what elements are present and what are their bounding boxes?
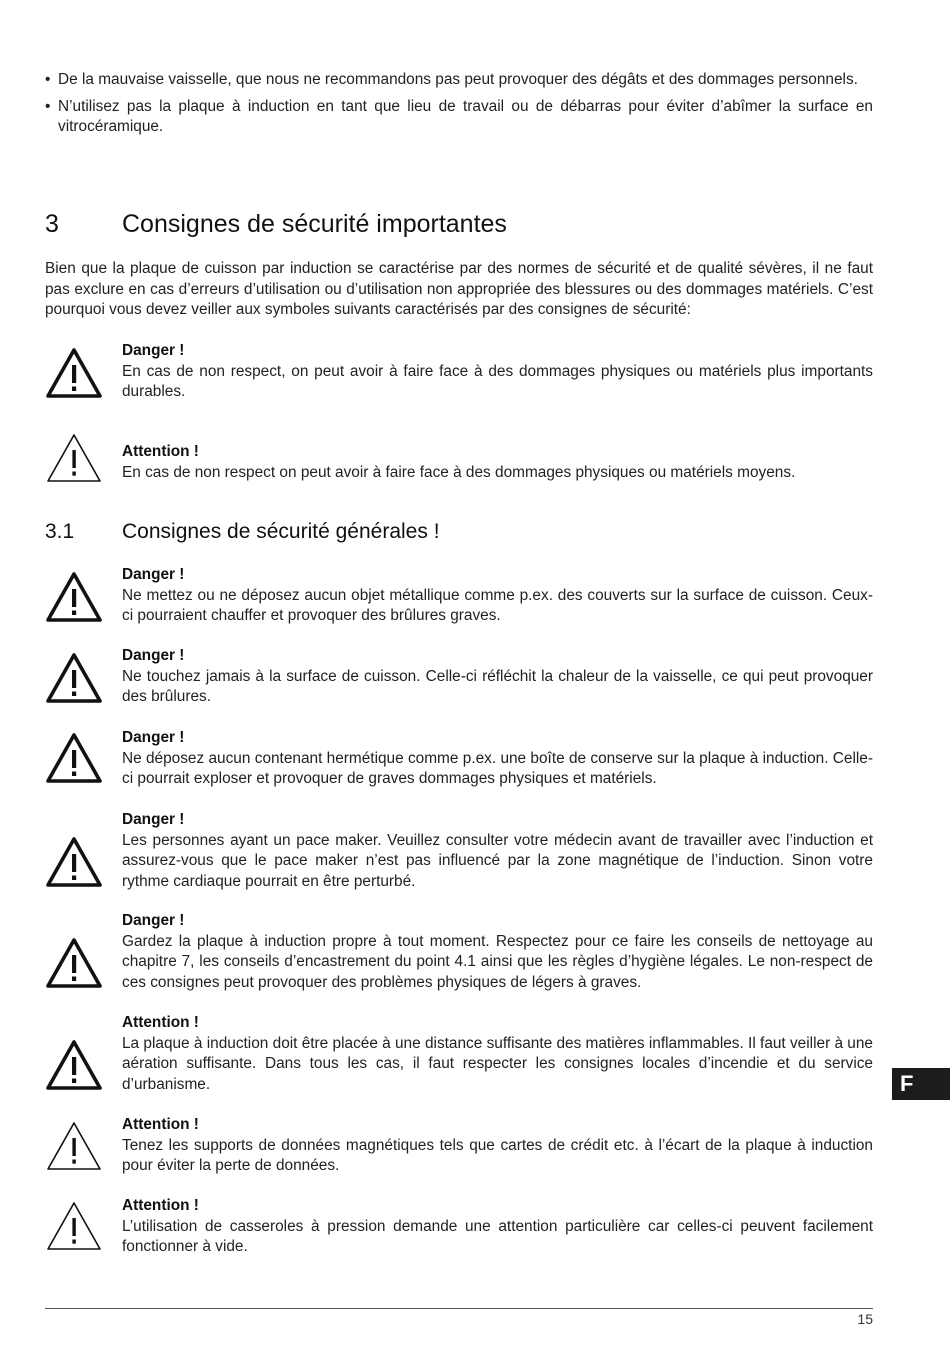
notice-title: Danger ! xyxy=(122,342,185,359)
notice-text: Tenez les supports de données magnétiques tels que cartes de crédit etc. à l’écart de la plaque à induction pour éviter la perte de données. xyxy=(122,1136,873,1174)
notice-title: Danger ! xyxy=(122,811,185,828)
notice-text: En cas de non respect, on peut avoir à faire face à des dommages physiques ou matériels plus importants durables. xyxy=(122,362,873,400)
footer-divider xyxy=(45,1308,873,1309)
section-number: 3 xyxy=(45,210,59,238)
bullet-text: N’utilisez pas la plaque à induction en tant que lieu de travail ou de débarras pour éviter d’abîmer la surface en vitrocéramique. xyxy=(58,97,873,135)
page-number: 15 xyxy=(857,1311,873,1327)
bullet-dot: • xyxy=(45,97,51,115)
warning-triangle-bold-icon xyxy=(45,732,103,784)
notice-title: Danger ! xyxy=(122,647,185,664)
notice-title: Danger ! xyxy=(122,729,185,746)
section-number: 3.1 xyxy=(45,520,75,543)
notice-title: Danger ! xyxy=(122,566,185,583)
notice-title: Attention ! xyxy=(122,1116,199,1133)
warning-triangle-bold-icon xyxy=(45,937,103,989)
warning-triangle-bold-icon xyxy=(45,347,103,399)
section-title: Consignes de sécurité générales ! xyxy=(122,520,440,543)
bullet-dot: • xyxy=(45,71,51,88)
warning-triangle-thin-icon xyxy=(45,1120,103,1172)
legend-danger-notice xyxy=(45,341,873,403)
bullet-list xyxy=(45,70,873,144)
bullet-item xyxy=(45,70,873,91)
notice-text: Ne touchez jamais à la surface de cuisson. Celle-ci réfléchit la chaleur de la vaisselle, ce qui peut provoquer des brûlures. xyxy=(122,667,873,705)
language-tab: F xyxy=(892,1068,950,1100)
warning-triangle-thin-icon xyxy=(45,1200,103,1252)
notice-text: L’utilisation de casseroles à pression demande une attention particulière car celles-ci peuvent facilement fonctionner à vide. xyxy=(122,1217,873,1255)
warning-triangle-bold-icon xyxy=(45,836,103,888)
notice-text: La plaque à induction doit être placée à une distance suffisante des matières inflammables. Il faut veiller à une aération suffisante. Dans tous les cas, il faut respecter les consignes locales d’incendie et du service d’urbanisme. xyxy=(122,1034,873,1093)
warning-triangle-thin-icon xyxy=(45,432,103,484)
safety-notice xyxy=(45,810,873,892)
notice-text: Les personnes ayant un pace maker. Veuillez consulter votre médecin avant de travailler avec l’induction et assurez-vous que le pace maker n’est pas influencé par la zone magnétique de l’induction. Sinon votre rythme cardiaque pourrait en être perturbé. xyxy=(122,831,873,890)
section-3-intro: Bien que la plaque de cuisson par induction se caractérise par des normes de sécurité et de qualité sévères, il ne faut pas exclure en cas d’erreurs d’utilisation ou d’utilisation non appropriée des blessures ou des dommages matériels. C’est pourquoi vous devez veiller aux symboles suivants caractérisés par des consignes de sécurité: xyxy=(45,260,873,318)
notice-title: Attention ! xyxy=(122,1014,199,1031)
safety-notice xyxy=(45,1013,873,1095)
notice-text: Ne déposez aucun contenant hermétique comme p.ex. une boîte de conserve sur la plaque à induction. Celle-ci pourrait exploser et provoquer de graves dommages physiques et matériels. xyxy=(122,749,873,787)
safety-notice xyxy=(45,1115,873,1177)
warning-triangle-bold-icon xyxy=(45,571,103,623)
bullet-text: De la mauvaise vaisselle, que nous ne recommandons pas peut provoquer des dégâts et des dommages personnels. xyxy=(58,71,858,88)
notice-title: Attention ! xyxy=(122,443,199,460)
warning-triangle-bold-icon xyxy=(45,1039,103,1091)
notice-title: Attention ! xyxy=(122,1197,199,1214)
safety-notice xyxy=(45,646,873,708)
notice-text: Gardez la plaque à induction propre à tout moment. Respectez pour ce faire les conseils de nettoyage au chapitre 7, les conseils d’encastrement du point 4.1 ainsi que les règles d’hygiène légales. Le non-respect de ces consignes peut provoquer des problèmes physiques de légers à graves. xyxy=(122,932,873,991)
warning-triangle-bold-icon xyxy=(45,652,103,704)
legend-attention-notice xyxy=(45,442,873,483)
notice-text: En cas de non respect on peut avoir à faire face à des dommages physiques ou matériels moyens. xyxy=(122,463,796,481)
notice-text: Ne mettez ou ne déposez aucun objet métallique comme p.ex. des couverts sur la surface de cuisson. Ceux-ci pourraient chauffer et provoquer des brûlures graves. xyxy=(122,586,873,624)
bullet-item xyxy=(45,97,873,138)
safety-notice xyxy=(45,728,873,790)
safety-notice xyxy=(45,565,873,627)
notice-title: Danger ! xyxy=(122,912,185,929)
safety-notice xyxy=(45,1196,873,1258)
section-title: Consignes de sécurité importantes xyxy=(122,210,507,238)
safety-notice xyxy=(45,911,873,993)
